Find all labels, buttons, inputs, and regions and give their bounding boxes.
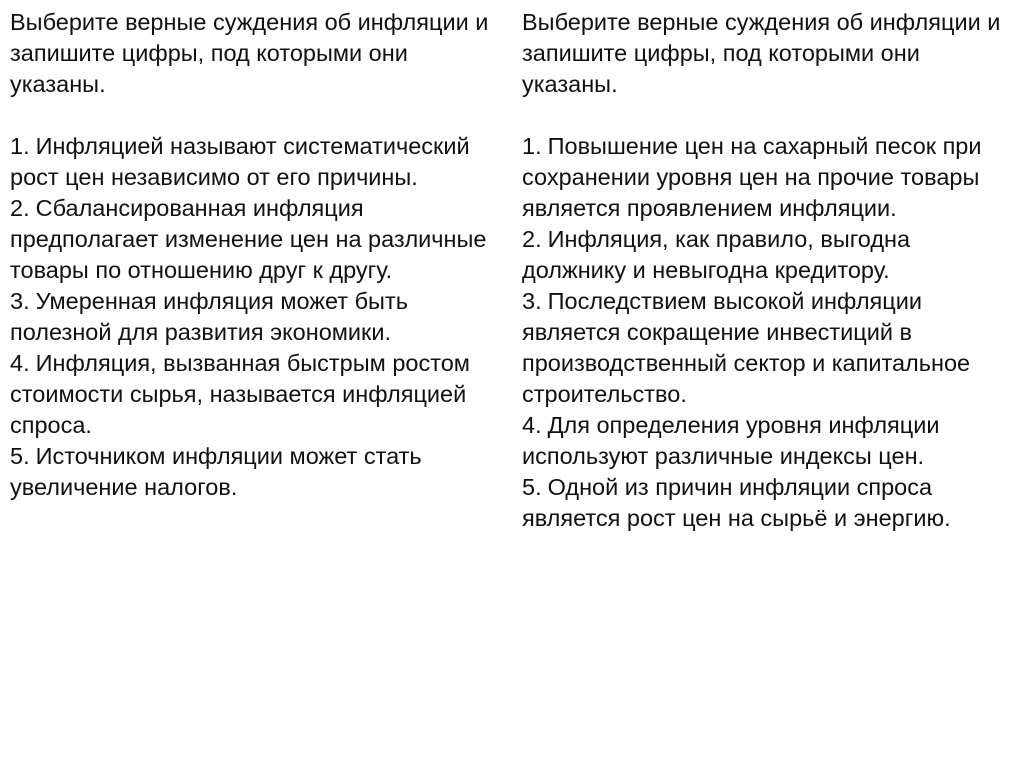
left-statement-4 (10, 348, 500, 441)
right-task-column (522, 7, 1017, 534)
left-statement-number: 3. (10, 288, 30, 314)
left-statement-text: Сбалансированная инфляция предполагает изменение цен на различные товары по отношению друг к другу. (10, 195, 487, 283)
right-statement-number: 5. (522, 474, 542, 500)
right-statement-text: Повышение цен на сахарный песок при сохранении уровня цен на прочие товары является проявлением инфляции. (522, 133, 982, 221)
right-statement-text: Одной из причин инфляции спроса является рост цен на сырьё и энергию. (522, 474, 951, 531)
left-statement-text: Умеренная инфляция может быть полезной для развития экономики. (10, 288, 408, 345)
right-statement-1 (522, 131, 1017, 224)
left-statement-number: 4. (10, 350, 30, 376)
right-statement-text: Инфляция, как правило, выгодна должнику и невыгодна кредитору. (522, 226, 911, 283)
left-statement-text: Источником инфляции может стать увеличение налогов. (10, 443, 422, 500)
left-statement-text: Инфляцией называют систематический рост цен независимо от его причины. (10, 133, 470, 190)
left-statement-3 (10, 286, 500, 348)
left-statement-number: 2. (10, 195, 30, 221)
right-statement-number: 1. (522, 133, 542, 159)
left-statement-text: Инфляция, вызванная быстрым ростом стоимости сырья, называется инфляцией спроса. (10, 350, 470, 438)
left-statement-number: 5. (10, 443, 30, 469)
left-statement-1 (10, 131, 500, 193)
right-statement-3 (522, 286, 1017, 410)
right-statement-text: Для определения уровня инфляции используют различные индексы цен. (522, 412, 940, 469)
left-task-column (10, 7, 500, 503)
right-statement-text: Последствием высокой инфляции является сокращение инвестиций в производственный сектор и капитальное строительство. (522, 288, 971, 407)
right-statement-5 (522, 472, 1017, 534)
right-statement-number: 2. (522, 226, 542, 252)
right-statement-2 (522, 224, 1017, 286)
right-task-intro: Выберите верные суждения об инфляции и запишите цифры, под которыми они указаны. (522, 9, 1001, 97)
right-statement-number: 4. (522, 412, 542, 438)
left-statement-5 (10, 441, 500, 503)
right-statement-4 (522, 410, 1017, 472)
left-statement-2 (10, 193, 500, 286)
left-task-intro: Выберите верные суждения об инфляции и запишите цифры, под которыми они указаны. (10, 9, 489, 97)
left-statement-number: 1. (10, 133, 30, 159)
right-statement-number: 3. (522, 288, 542, 314)
